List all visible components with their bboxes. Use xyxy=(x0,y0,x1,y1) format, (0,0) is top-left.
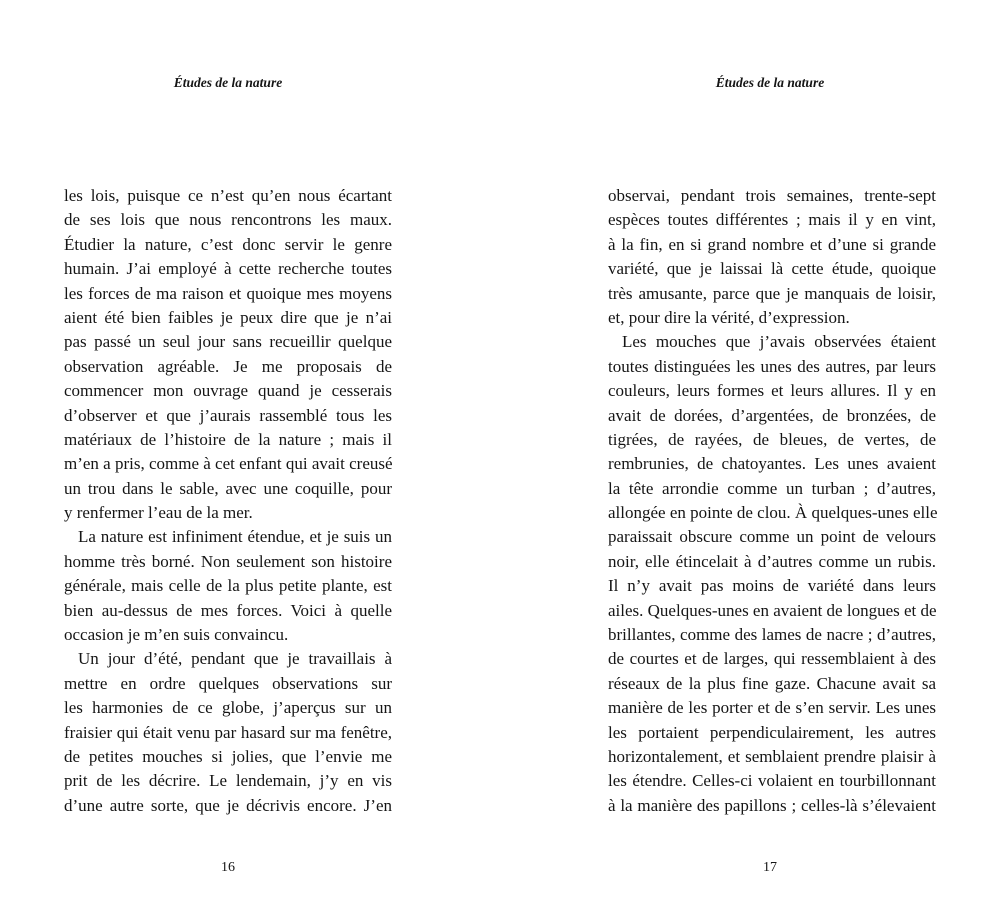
text-line: fraisier qui était venu par hasard sur ma fenêtre, xyxy=(64,722,392,742)
text-line: m’en a pris, comme à cet enfant qui avait creusé xyxy=(64,454,393,474)
page-number: 17 xyxy=(763,860,777,875)
text-line: d’une autre sorte, que je décrivis encore. J’en xyxy=(64,795,392,815)
text-line: d’observer et que j’aurais rassemblé tous les xyxy=(64,405,392,425)
text-line: allongée en pointe de clou. À quelques-unes elle xyxy=(608,503,938,523)
text-line: avait de dorées, d’argentées, de bronzées, de xyxy=(608,405,936,425)
text-line: noir, elle étincelait à d’autres comme un rubis. xyxy=(608,551,936,571)
text-line: les étendre. Celles-ci volaient en tourbillonnant xyxy=(608,771,936,791)
text-line: réseaux de la plus fine gaze. Chacune avait sa xyxy=(608,673,936,693)
text-line: les forces de ma raison et quoique mes moyens xyxy=(64,283,392,303)
text-line: les lois, puisque ce n’est qu’en nous écartant xyxy=(64,186,392,205)
text-line: la tête arrondie comme un turban ; d’autres, xyxy=(608,478,936,498)
text-line: rembrunies, de chatoyantes. Les unes avaient xyxy=(608,454,936,474)
page-number: 16 xyxy=(221,860,235,875)
text-line: Les mouches que j’avais observées étaient xyxy=(622,332,936,352)
text-line: toutes distinguées les unes des autres, par leurs xyxy=(608,356,936,376)
body-text xyxy=(64,184,392,818)
running-head: Études de la nature xyxy=(173,75,283,90)
text-line: variété, que je laissai là cette étude, quoique xyxy=(608,259,936,279)
text-line: et, pour dire la vérité, d’expression. xyxy=(608,307,850,327)
text-line: les portaient perpendiculairement, les autres xyxy=(608,722,936,742)
text-line: Il n’y avait pas moins de variété dans leurs xyxy=(608,576,936,596)
text-line: homme très borné. Non seulement son histoire xyxy=(64,551,392,571)
text-line: de petites mouches si jolies, que l’envie me xyxy=(64,746,392,766)
text-line: de courtes et de larges, qui ressemblaient à des xyxy=(608,649,936,669)
text-line: tigrées, de rayées, de bleues, de vertes, de xyxy=(608,429,936,449)
text-line: Un jour d’été, pendant que je travaillais à xyxy=(78,649,392,669)
text-line: aient été bien faibles je peux dire que je n’ai xyxy=(64,307,392,327)
text-line: bien au-dessus de mes forces. Voici à quelle xyxy=(64,600,392,620)
text-line: espèces toutes différentes ; mais il y en vint, xyxy=(608,210,936,230)
right-page xyxy=(500,0,1000,913)
text-line: pas passé un seul jour sans recueillir quelque xyxy=(64,332,392,352)
text-line: humain. J’ai employé à cette recherche toutes xyxy=(64,259,392,279)
text-line: commencer mon ouvrage quand je cesserais xyxy=(64,381,392,401)
text-line: observation agréable. Je me proposais de xyxy=(64,356,392,376)
text-line: matériaux de l’histoire de la nature ; mais il xyxy=(64,429,392,449)
text-line: horizontalement, et semblaient prendre plaisir à xyxy=(608,746,936,766)
text-line: un trou dans le sable, avec une coquille, pour xyxy=(64,478,392,498)
text-line: prit de les décrire. Le lendemain, j’y en vis xyxy=(64,771,392,791)
text-line: paraissait obscure comme un point de velours xyxy=(608,527,936,547)
text-line: La nature est infiniment étendue, et je suis un xyxy=(78,527,392,547)
text-line: Étudier la nature, c’est donc servir le genre xyxy=(64,234,392,254)
text-line: manière de les porter et de s’en servir. Les unes xyxy=(608,698,936,718)
body-text xyxy=(608,184,936,818)
text-line: couleurs, leurs formes et leurs allures. Il y en xyxy=(608,381,936,401)
text-line: très amusante, parce que je manquais de loisir, xyxy=(608,283,936,303)
text-line: y renfermer l’eau de la mer. xyxy=(64,503,253,523)
running-head: Études de la nature xyxy=(715,75,825,90)
text-line: de ses lois que nous rencontrons les maux. xyxy=(64,210,392,230)
text-line: à la fin, en si grand nombre et d’une si grande xyxy=(608,234,936,254)
text-line: les harmonies de ce globe, j’aperçus sur un xyxy=(64,698,392,718)
text-line: mettre en ordre quelques observations sur xyxy=(64,673,392,693)
text-line: observai, pendant trois semaines, trente-sept xyxy=(608,186,936,205)
text-line: brillantes, comme des lames de nacre ; d’autres, xyxy=(608,625,936,645)
text-line: à la manière des papillons ; celles-là s’élevaient xyxy=(608,795,936,815)
text-line: générale, mais celle de la plus petite plante, est xyxy=(64,576,392,596)
text-line: occasion je m’en suis convaincu. xyxy=(64,625,289,645)
text-line: ailes. Quelques-unes en avaient de longues et de xyxy=(608,600,937,620)
